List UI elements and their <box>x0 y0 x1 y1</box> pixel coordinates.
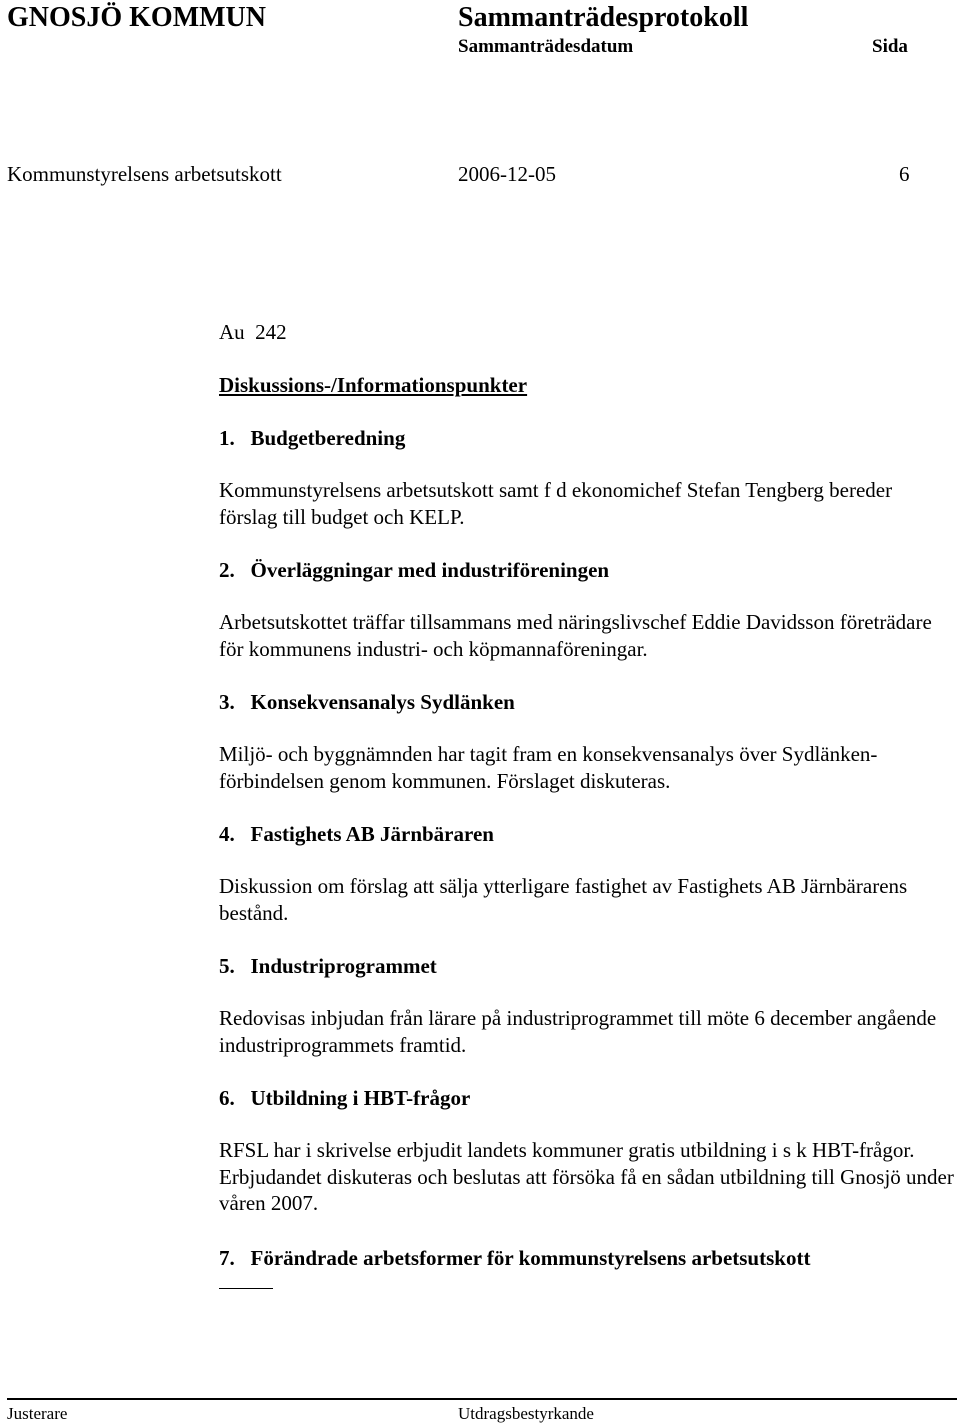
signature-blank-line <box>219 1288 273 1289</box>
agenda-item-4 <box>219 821 954 926</box>
agenda-item-body: Miljö- och byggnämnden har tagit fram en konsekvensanalys över Sydlänken-förbindelsen genom kommunen. Förslaget diskuteras. <box>219 742 878 793</box>
document-type: Sammanträdesprotokoll <box>458 2 749 33</box>
agenda-item-5 <box>219 953 954 1058</box>
agenda-item-7 <box>219 1245 954 1271</box>
page-label: Sida <box>872 36 908 57</box>
section-heading: Diskussions-/Informationspunkter <box>219 373 528 397</box>
agenda-item-title: 5. Industriprogrammet <box>219 954 437 978</box>
paragraph-reference: Au 242 <box>219 320 287 344</box>
meeting-date: 2006-12-05 <box>458 162 556 186</box>
agenda-item-body: Redovisas inbjudan från lärare på industriprogrammet till möte 6 december angående industriprogrammets framtid. <box>219 1006 937 1057</box>
agenda-item-3 <box>219 689 954 794</box>
page-number: 6 <box>899 162 910 186</box>
committee-name: Kommunstyrelsens arbetsutskott <box>7 162 282 186</box>
agenda-item-title: 1. Budgetberedning <box>219 426 406 450</box>
protocol-body <box>219 319 954 1271</box>
agenda-item-title: 4. Fastighets AB Järnbäraren <box>219 822 494 846</box>
footer-divider <box>7 1398 957 1400</box>
agenda-item-body: Kommunstyrelsens arbetsutskott samt f d ekonomichef Stefan Tengberg bereder förslag till budget och KELP. <box>219 478 893 529</box>
utdragsbestyrkande-label: Utdragsbestyrkande <box>458 1404 594 1423</box>
agenda-item-2 <box>219 557 954 662</box>
agenda-item-title: 7. Förändrade arbetsformer för kommunstyrelsens arbetsutskott <box>219 1245 811 1270</box>
agenda-item-body: Arbetsutskottet träffar tillsammans med näringslivschef Eddie Davidsson företrädare för kommunens industri- och köpmannaföreningar. <box>219 610 932 661</box>
municipality-name: GNOSJÖ KOMMUN <box>7 2 266 33</box>
meeting-date-label: Sammanträdesdatum <box>458 36 634 57</box>
justerare-label: Justerare <box>7 1404 68 1423</box>
agenda-item-body: Diskussion om förslag att sälja ytterligare fastighet av Fastighets AB Järnbärarens bestånd. <box>219 874 908 925</box>
agenda-item-title: 2. Överläggningar med industriföreningen <box>219 558 610 582</box>
agenda-item-title: 3. Konsekvensanalys Sydlänken <box>219 690 515 714</box>
agenda-item-body: RFSL har i skrivelse erbjudit landets kommuner gratis utbildning i s k HBT-frågor. Erbjudandet diskuteras och beslutas att försöka få en sådan utbildning till Gnosjö under våren 2007. <box>219 1138 954 1215</box>
agenda-item-title: 6. Utbildning i HBT-frågor <box>219 1086 471 1110</box>
agenda-item-1 <box>219 425 954 530</box>
agenda-item-6 <box>219 1085 954 1217</box>
